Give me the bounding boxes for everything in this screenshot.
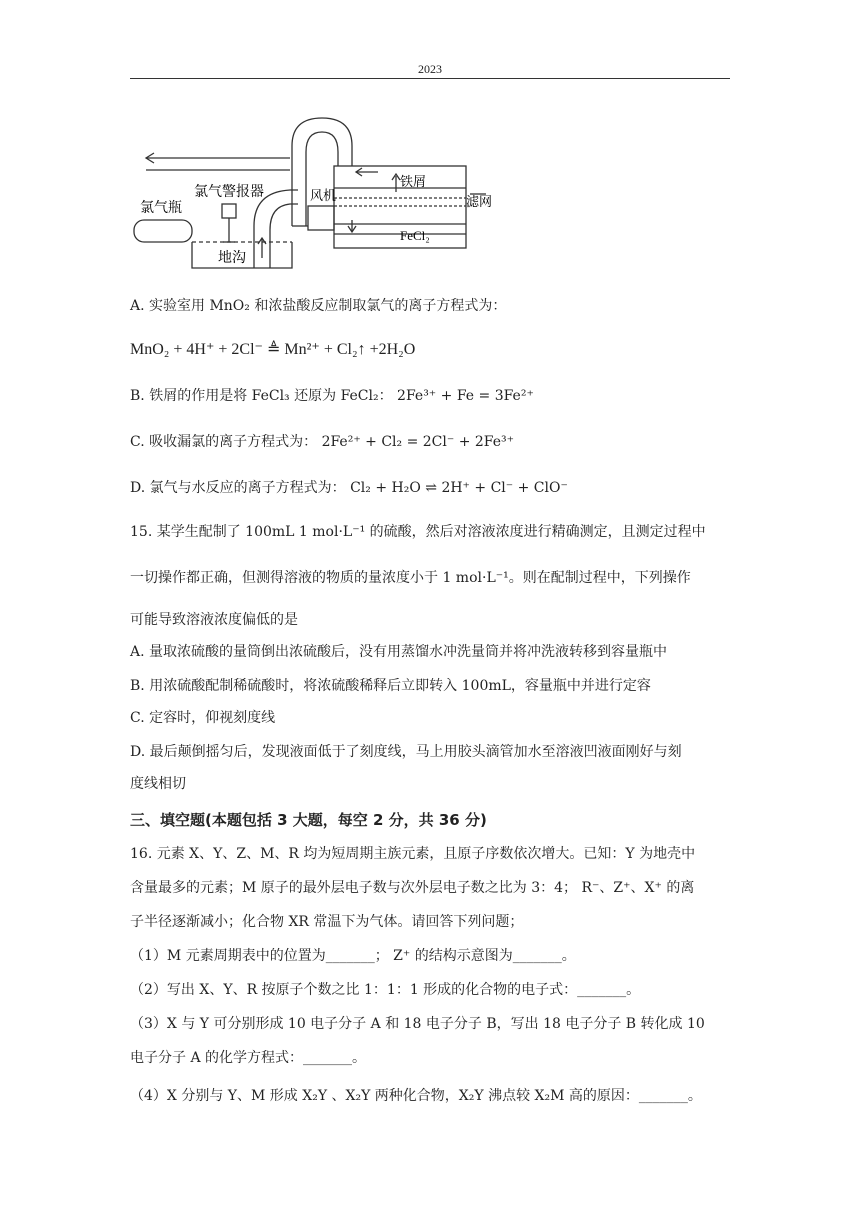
question-16-line1: 16. 元素 X、Y、Z、M、R 均为短周期主族元素，且原子序数依次增大。已知：Y 为地壳中 [130,846,696,862]
label-iron: 铁屑 [400,175,427,190]
equation-a: MnO₂ + 4H⁺ + 2Cl⁻ ≜ Mn²⁺ + Cl₂↑ +2H₂O [130,341,416,358]
label-alarm: 氯气警报器 [194,184,264,200]
question-16-part2: （2）写出 X、Y、R 按原子个数之比 1：1：1 形成的化合物的电子式：_______。 [130,982,641,998]
question-16-part3-line2: 电子分子 A 的化学方程式：_______。 [130,1050,367,1066]
question-15-line2: 一切操作都正确，但测得溶液的物质的量浓度小于 1 mol·L⁻¹。则在配制过程中，下列操作 [130,570,691,586]
q15-option-a: A. 量取浓硫酸的量筒倒出浓硫酸后，没有用蒸馏水冲洗量筒并将冲洗液转移到容量瓶中 [130,644,668,660]
option-d-text: D. 氯气与水反应的离子方程式为： Cl₂ + H₂O ⇌ 2H⁺ + Cl⁻ + ClO⁻ [130,480,568,496]
page-header-year: 2023 [418,62,442,76]
q15-option-b: B. 用浓硫酸配制稀硫酸时，将浓硫酸稀释后立即转入 100mL，容量瓶中并进行定容 [130,678,651,694]
option-c-text: C. 吸收漏氯的离子方程式为： 2Fe²⁺ + Cl₂ = 2Cl⁻ + 2Fe³⁺ [130,434,515,450]
option-a-text: A. 实验室用 MnO₂ 和浓盐酸反应制取氯气的离子方程式为： [130,298,507,314]
label-cylinder: 氯气瓶 [140,200,182,216]
chlorine-absorption-diagram [130,108,500,278]
label-filter: 滤网 [466,195,493,210]
question-16-part4: （4）X 分别与 Y、M 形成 X₂Y 、X₂Y 两种化合物，X₂Y 沸点较 X₂M 高的原因：_______。 [130,1088,702,1104]
question-15-line3: 可能导致溶液浓度偏低的是 [130,612,298,628]
question-16-line2: 含量最多的元素；M 原子的最外层电子数与次外层电子数之比为 3：4； R⁻、Z⁺、X⁺ 的离 [130,880,695,896]
label-solution: FeCl₂ [400,228,430,243]
label-fan: 风机 [310,189,337,204]
q15-option-d-line2: 度线相切 [130,776,186,792]
question-16-part1: （1）M 元素周期表中的位置为_______； Z⁺ 的结构示意图为_______。 [130,948,576,964]
question-16-part3-line1: （3）X 与 Y 可分别形成 10 电子分子 A 和 18 电子分子 B，写出 18 电子分子 B 转化成 10 [130,1016,705,1032]
option-b-text: B. 铁屑的作用是将 FeCl₃ 还原为 FeCl₂： 2Fe³⁺ + Fe = 3Fe²⁺ [130,388,534,404]
section-title: 三、填空题(本题包括 3 大题，每空 2 分，共 36 分) [130,811,487,829]
header-rule [130,78,730,79]
question-16-line3: 子半径逐渐减小；化合物 XR 常温下为气体。请回答下列问题； [130,914,524,930]
q15-option-c: C. 定容时，仰视刻度线 [130,710,276,726]
question-15-line1: 15. 某学生配制了 100mL 1 mol·L⁻¹ 的硫酸，然后对溶液浓度进行精确测定，且测定过程中 [130,524,706,540]
label-ditch: 地沟 [218,250,246,266]
q15-option-d-line1: D. 最后颠倒摇匀后，发现液面低于了刻度线，马上用胶头滴管加水至溶液凹液面刚好与刻 [130,744,682,760]
